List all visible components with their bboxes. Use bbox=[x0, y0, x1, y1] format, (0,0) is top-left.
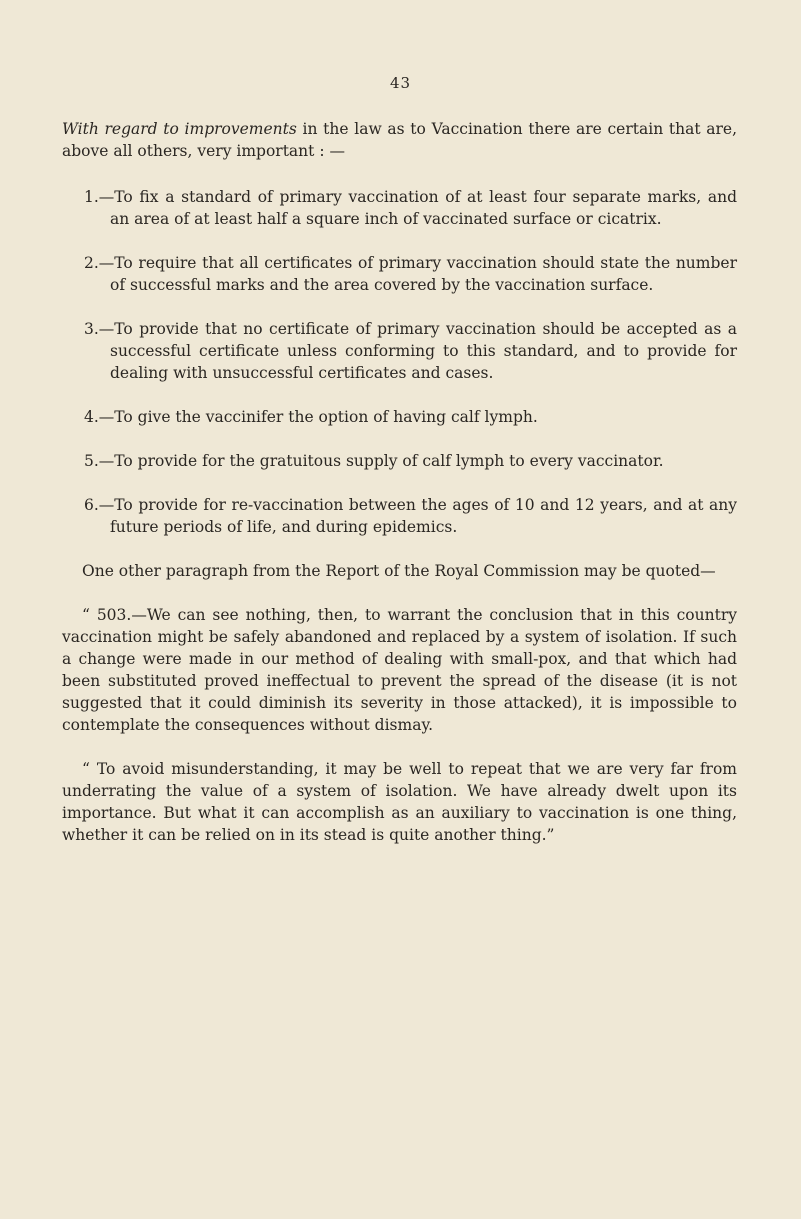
improvements-list bbox=[62, 186, 737, 538]
list-item: 3.—To provide that no certificate of primary vaccination should be accepted as a successful certificate unless conforming to this standard, and to provide for dealing with unsuccessful certificates and cases. bbox=[84, 320, 737, 382]
quote-paragraph: “ To avoid misunderstanding, it may be well to repeat that we are very far from underrating the value of a system of isolation. We have already dwelt upon its importance. But what it can accomplish as an auxiliary to vaccination is one thing, whether it can be relied on in its stead is quite another thing.” bbox=[62, 760, 737, 844]
page-number: 43 bbox=[389, 74, 412, 92]
list-item: 4.—To give the vaccinifer the option of having calf lymph. bbox=[84, 408, 538, 426]
intro-paragraph bbox=[62, 118, 737, 162]
list-item: 6.—To provide for re-vaccination between the ages of 10 and 12 years, and at any future periods of life, and during epidemics. bbox=[84, 496, 737, 536]
quote-paragraph: “ 503.—We can see nothing, then, to warrant the conclusion that in this country vaccination might be safely abandoned and replaced by a system of isolation. If such a change were made in our method of dealing with small-pox, and that which had been substituted proved ineffectual to prevent the spread of the disease (it is not suggested that it could diminish its severity in those attacked), it is impossible to contemplate the consequences without dismay. bbox=[62, 606, 737, 734]
list-item: 2.—To require that all certificates of primary vaccination should state the number of successful marks and the area covered by the vaccination surface. bbox=[84, 254, 737, 294]
lead-paragraph: One other paragraph from the Report of the Royal Commission may be quoted— bbox=[82, 562, 716, 580]
intro-rest: in the law as to Vaccination there are certain that are, above all others, very important : — bbox=[62, 120, 737, 160]
list-item: 5.—To provide for the gratuitous supply of calf lymph to every vaccinator. bbox=[84, 452, 664, 470]
list-item: 1.—To fix a standard of primary vaccination of at least four separate marks, and an area of at least half a square inch of vaccinated surface or cicatrix. bbox=[84, 188, 737, 228]
intro-italic-lead: With regard to improvements bbox=[62, 120, 297, 138]
body-text bbox=[62, 118, 737, 868]
